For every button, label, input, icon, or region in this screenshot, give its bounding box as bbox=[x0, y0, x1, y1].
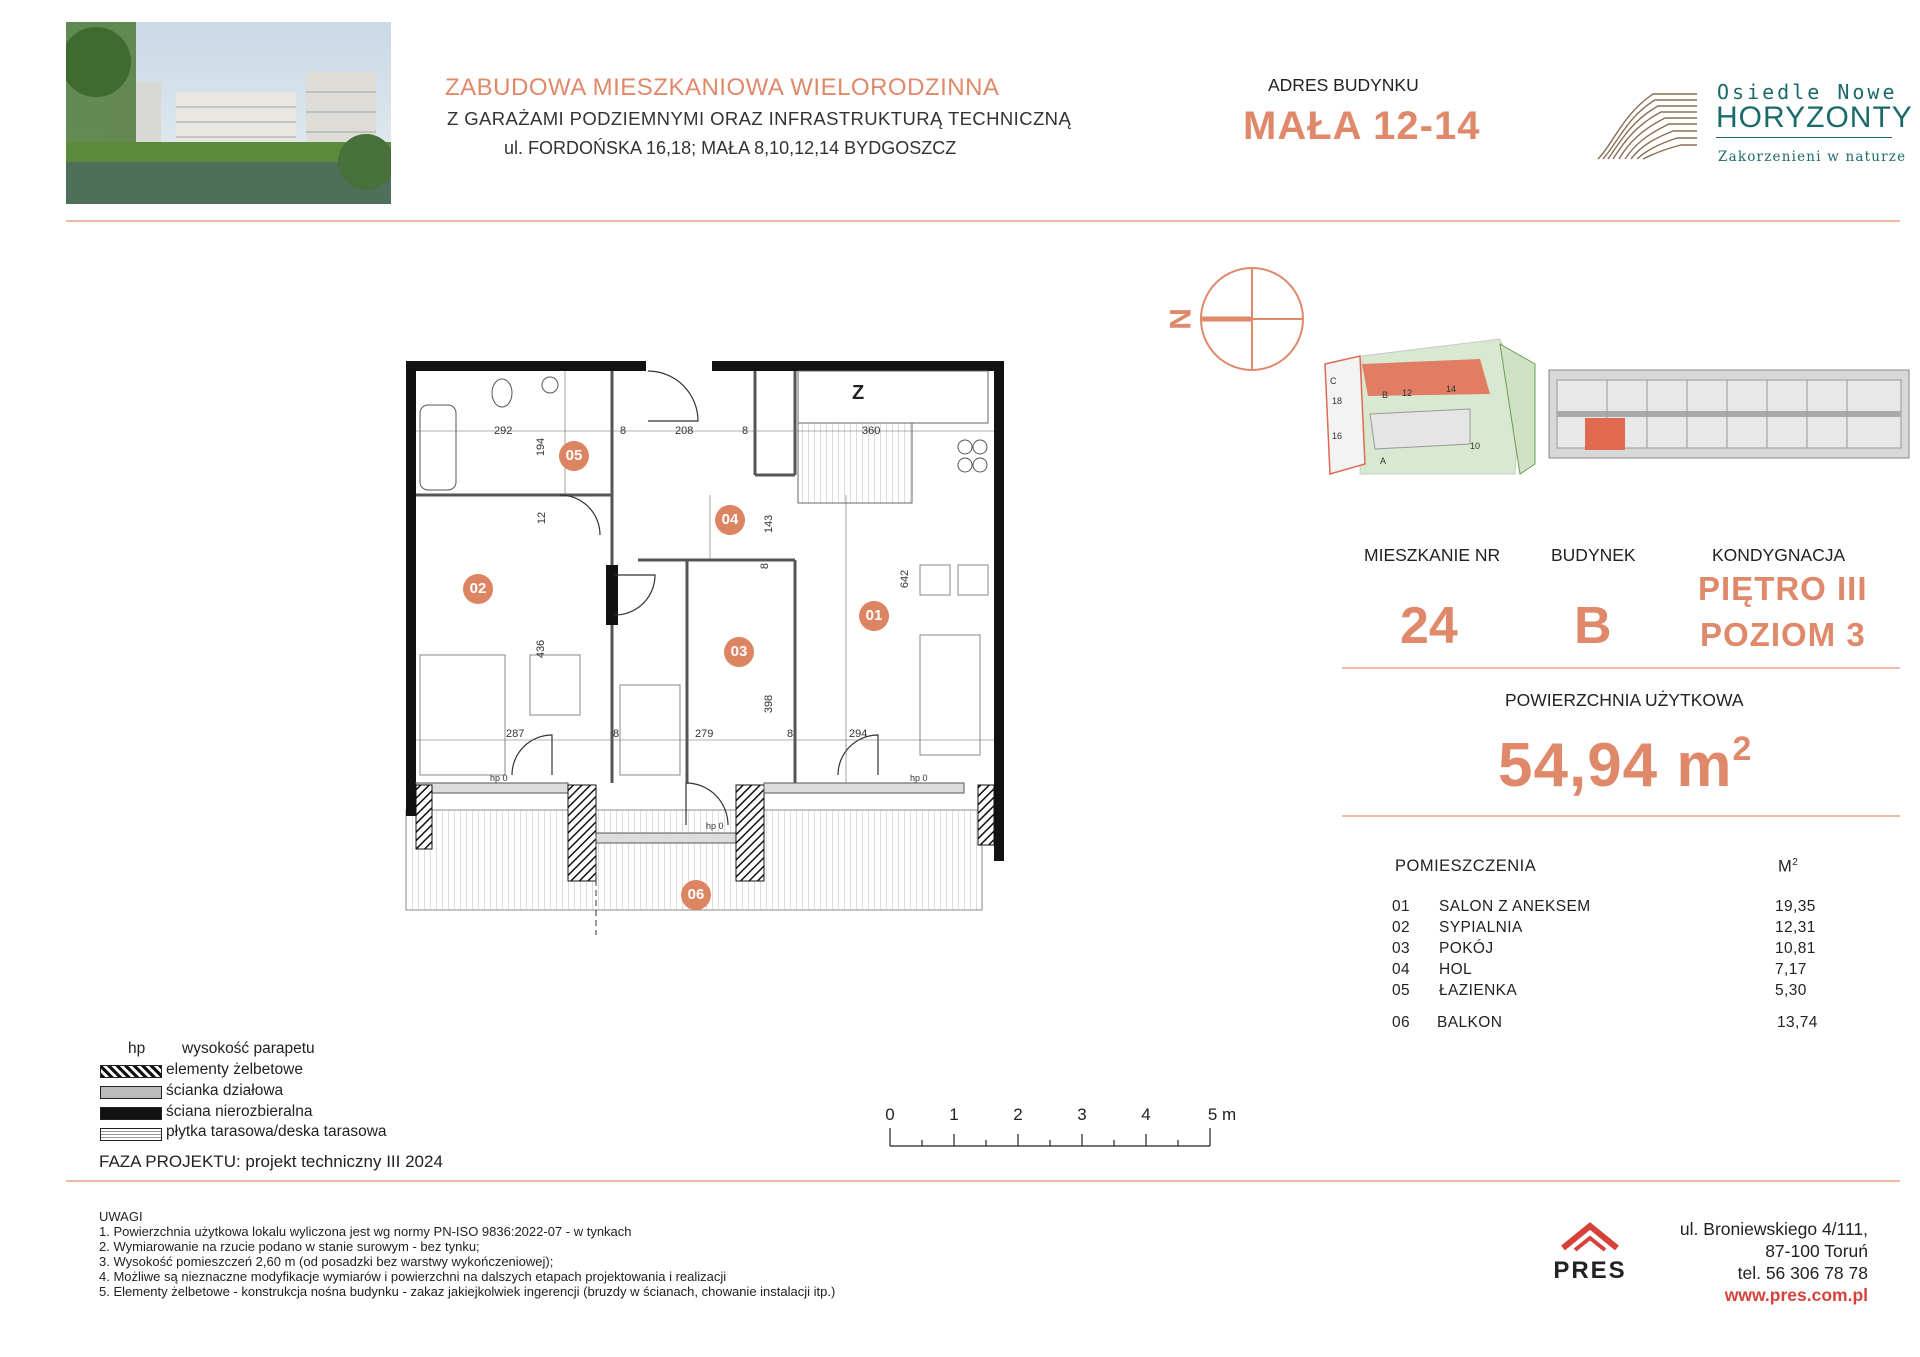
note-line: 3. Wysokość pomieszczeń 2,60 m (od posadzki bez warstwy wykończeniowej); bbox=[99, 1254, 554, 1269]
site-label: B bbox=[1382, 390, 1389, 400]
company-address2: 87-100 Toruń bbox=[1765, 1241, 1868, 1261]
dimension-label: 279 bbox=[695, 728, 714, 740]
rooms-unit-header: $M^2$ bbox=[1778, 857, 1799, 876]
legend-swatch-loadbearing bbox=[100, 1107, 162, 1120]
dimension-label: 8 bbox=[787, 728, 794, 740]
room-row bbox=[1392, 940, 1816, 958]
legend-label: płytka tarasowa/deska tarasowa bbox=[166, 1123, 387, 1140]
room-badge: 02 bbox=[463, 574, 493, 604]
note-line: 5. Elementy żelbetowe - konstrukcja nośna budynku - zakaz jakiejkolwiek ingerencji (bruzdy w ścianach, chowanie instalacji itp.) bbox=[99, 1284, 836, 1299]
footer-divider bbox=[66, 1180, 1900, 1182]
legend-label: elementy żelbetowe bbox=[166, 1061, 303, 1078]
dimension-label: 292 bbox=[494, 425, 513, 437]
scale-tick-label: 4 bbox=[1141, 1105, 1151, 1124]
address-value: MAŁA 12-14 bbox=[1243, 104, 1481, 148]
site-label: C bbox=[1330, 376, 1337, 386]
area-label: POWIERZCHNIA UŻYTKOWA bbox=[1505, 690, 1744, 710]
room-badge: 03 bbox=[724, 637, 754, 667]
scale-bar bbox=[880, 1100, 1240, 1158]
room-no: 01 bbox=[1392, 898, 1411, 915]
room-area: 7,17 bbox=[1775, 961, 1807, 978]
building-render-image bbox=[66, 22, 391, 204]
area-divider bbox=[1342, 815, 1900, 817]
room-row bbox=[1392, 898, 1816, 916]
room-row bbox=[1392, 961, 1807, 979]
room-area: 13,74 bbox=[1777, 1014, 1818, 1031]
dimension-label: 194 bbox=[535, 437, 548, 457]
legend-label: ścianka działowa bbox=[166, 1082, 284, 1099]
site-plan-map bbox=[1320, 334, 1550, 499]
legend-hp-abbr: hp bbox=[128, 1040, 146, 1057]
site-label: 18 bbox=[1332, 396, 1343, 406]
room-name: ŁAZIENKA bbox=[1439, 982, 1518, 999]
dimension-label: 143 bbox=[763, 514, 776, 534]
scale-tick-label: 1 bbox=[949, 1105, 959, 1124]
scale-tick-label: 2 bbox=[1013, 1105, 1023, 1124]
room-area: 12,31 bbox=[1775, 919, 1816, 936]
dimension-label: 8 bbox=[742, 425, 749, 437]
legend-swatch-reinforced bbox=[100, 1065, 162, 1078]
logo-divider bbox=[1716, 137, 1892, 138]
room-name: POKÓJ bbox=[1439, 940, 1494, 957]
legend-hp-text: wysokość parapetu bbox=[182, 1040, 315, 1057]
dimension-label: 8 bbox=[620, 425, 627, 437]
company-phone: tel. 56 306 78 78 bbox=[1737, 1263, 1868, 1283]
address-label: ADRES BUDYNKU bbox=[1268, 75, 1419, 95]
info-divider bbox=[1342, 667, 1900, 669]
floor-value-2: POZIOM 3 bbox=[1700, 616, 1866, 653]
room-name: SALON Z ANEKSEM bbox=[1439, 898, 1591, 915]
room-name: HOL bbox=[1439, 961, 1473, 978]
logo-line1: Osiedle Nowe bbox=[1717, 80, 1898, 104]
site-label: 12 bbox=[1402, 388, 1413, 398]
dimension-label: 398 bbox=[763, 694, 776, 714]
dimension-label: 8 bbox=[613, 728, 620, 740]
fridge-label: Z bbox=[852, 382, 865, 404]
building-value: B bbox=[1574, 597, 1612, 655]
project-phase: FAZA PROJEKTU: projekt techniczny III 2024 bbox=[99, 1152, 443, 1171]
area-value: 54,94 $m^2$ bbox=[1498, 730, 1753, 800]
horyzonty-logo-icon bbox=[1593, 84, 1701, 162]
floor-label: KONDYGNACJA bbox=[1712, 545, 1846, 565]
room-row bbox=[1392, 1014, 1818, 1032]
dimension-label: 642 bbox=[899, 569, 912, 589]
floor-value-1: PIĘTRO III bbox=[1698, 570, 1868, 607]
room-no: 03 bbox=[1392, 940, 1411, 957]
site-label: A bbox=[1380, 456, 1387, 466]
note-line: 1. Powierzchnia użytkowa lokalu wyliczona jest wg normy PN-ISO 9836:2022-07 - w tynkach bbox=[99, 1224, 632, 1239]
header-divider bbox=[66, 220, 1900, 222]
scale-tick-label: 3 bbox=[1077, 1105, 1087, 1124]
room-badge: 05 bbox=[559, 441, 589, 471]
room-name: SYPIALNIA bbox=[1439, 919, 1523, 936]
note-line: 2. Wymiarowanie na rzucie podano w stanie surowym - bez tynku; bbox=[99, 1239, 480, 1254]
apartment-number-label: MIESZKANIE NR bbox=[1364, 545, 1501, 565]
legend-swatch-deck bbox=[100, 1128, 162, 1141]
dimension-label: 436 bbox=[535, 639, 548, 659]
project-street: ul. FORDOŃSKA 16,18; MAŁA 8,10,12,14 BYDGOSZCZ bbox=[504, 138, 957, 158]
site-label: 16 bbox=[1332, 431, 1343, 441]
room-area: 10,81 bbox=[1775, 940, 1816, 957]
dimension-label: 360 bbox=[862, 425, 881, 437]
parapet-label: hp 0 bbox=[706, 821, 724, 831]
note-line: 4. Możliwe są nieznaczne modyfikacje wymiarów i powierzchni na dalszych etapach projektowania i realizacji bbox=[99, 1269, 727, 1284]
parapet-label: hp 0 bbox=[490, 773, 508, 783]
scale-tick-label: 0 bbox=[885, 1105, 895, 1124]
company-address1: ul. Broniewskiego 4/111, bbox=[1679, 1219, 1868, 1239]
company-website-link[interactable]: www.pres.com.pl bbox=[1724, 1285, 1868, 1305]
project-subtitle: Z GARAŻAMI PODZIEMNYMI ORAZ INFRASTRUKTURĄ TECHNICZNĄ bbox=[447, 108, 1072, 129]
dimension-label: 287 bbox=[506, 728, 525, 740]
project-title: ZABUDOWA MIESZKANIOWA WIELORODZINNA bbox=[445, 74, 1000, 101]
room-badge: 04 bbox=[715, 505, 745, 535]
dimension-label: 294 bbox=[849, 728, 868, 740]
apartment-number: 24 bbox=[1400, 597, 1458, 655]
logo-tagline: Zakorzenieni w naturze bbox=[1718, 149, 1907, 165]
parapet-label: hp 0 bbox=[910, 773, 928, 783]
room-row bbox=[1392, 982, 1807, 1000]
rooms-header: POMIESZCZENIA bbox=[1395, 857, 1537, 875]
legend-label: ściana nierozbieralna bbox=[166, 1103, 313, 1120]
compass-icon bbox=[1158, 264, 1308, 374]
room-no: 04 bbox=[1392, 961, 1411, 978]
notes-title: UWAGI bbox=[99, 1209, 143, 1224]
room-row bbox=[1392, 919, 1816, 937]
dimension-label: 208 bbox=[675, 425, 694, 437]
floor-plan bbox=[400, 355, 1010, 935]
room-badge: 01 bbox=[859, 601, 889, 631]
pres-logo-text: PRES bbox=[1553, 1257, 1627, 1282]
dimension-label: 12 bbox=[536, 511, 549, 525]
pres-logo bbox=[1535, 1220, 1645, 1282]
logo-line2: HORYZONTY bbox=[1716, 101, 1913, 134]
floor-key-plan bbox=[1547, 366, 1911, 462]
room-name: BALKON bbox=[1437, 1014, 1503, 1031]
dimension-label: 8 bbox=[759, 562, 772, 570]
legend-swatch-partition bbox=[100, 1086, 162, 1099]
room-no: 05 bbox=[1392, 982, 1411, 999]
north-label: N bbox=[1163, 308, 1197, 330]
site-label: 10 bbox=[1470, 441, 1481, 451]
room-no: 06 bbox=[1392, 1014, 1411, 1031]
building-label: BUDYNEK bbox=[1551, 545, 1636, 565]
room-no: 02 bbox=[1392, 919, 1411, 936]
notes bbox=[99, 1209, 835, 1299]
site-label: 14 bbox=[1446, 384, 1457, 394]
room-area: 19,35 bbox=[1775, 898, 1816, 915]
scale-tick-label: 5 m bbox=[1207, 1105, 1237, 1124]
room-badge: 06 bbox=[681, 880, 711, 910]
room-area: 5,30 bbox=[1775, 982, 1807, 999]
